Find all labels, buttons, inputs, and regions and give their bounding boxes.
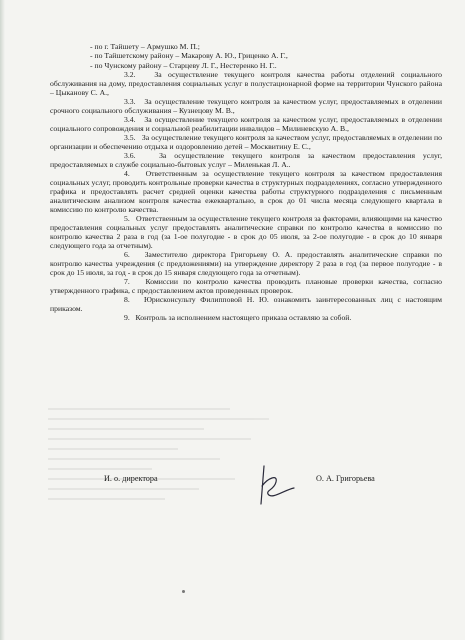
document-body: [50, 42, 442, 322]
paragraph-text: За осуществление текущего контроля за качеством услуг, предоставляемых в отделении социального сопровождения и социальной реабилитации инвалидов – Милиневскую А. В.,: [50, 114, 442, 133]
order-paragraph: [50, 214, 442, 250]
paragraph-number: 8.: [124, 294, 130, 304]
paragraph-text: Ответственным за осуществление текущего контроля за качеством предоставления социальных услуг, проводить контрольные проверки качества в структурных подразделениях, согласно утвержденного графика и предоставлять расчет средней оценки качества работы структурного подразделения с письменным аналитическим анализом контроля качества ежеквартально, в срок до 01 числа месяца следующего квартала в комиссию по контролю качества.: [50, 168, 442, 214]
paragraph-number: 3.3.: [124, 96, 136, 106]
paragraph-text: За осуществление текущего контроля за качеством услуг, предоставляемых в отделении срочного социального обслуживания – Кузнецову М. В.,: [50, 96, 442, 115]
order-paragraph: [50, 151, 442, 169]
order-paragraph: [50, 313, 442, 322]
list-item: - по Тайшетскому району – Макарову А. Ю., Гриценко А. Г.,: [90, 51, 288, 61]
order-paragraphs: [50, 70, 442, 322]
handwritten-signature: [250, 460, 300, 508]
list-item: - по г. Тайшету – Армушко М. П.;: [90, 42, 200, 51]
paragraph-number: 3.6.: [124, 150, 136, 160]
list-item: - по Чунскому району – Старцеву Л. Г., Нестеренко Н. Г..: [90, 60, 277, 70]
paragraph-text: Заместителю директора Григорьеву О. А. предоставлять аналитические справки по контролю качества учреждения (с предложениями) на утверждение директору 2 раза в год (за первое полугодие - в срок до 15 июля, за год - в срок до 15 января следующего года за отчетным).: [50, 249, 442, 277]
paragraph-text: Комиссии по контролю качества проводить плановые проверки качества, согласно утвержденного графика, с предоставлением актов проведенных проверок.: [50, 276, 442, 295]
paragraph-text: Ответственным за осуществление текущего контроля за факторами, влияющими на качество предоставления социальных услуг предоставлять аналитические справки по контролю качества в комиссию по контролю качества 2 раза в год (за 1-ое полугодие - в срок до 05 июля, за 2-ое полугодие - в срок до 10 января следующего года за отчетным).: [50, 213, 442, 250]
order-paragraph: [50, 97, 442, 115]
paragraph-number: 3.5.: [124, 132, 136, 142]
signatory-title: И. о. директора: [104, 474, 158, 483]
paragraph-number: 5.: [124, 213, 130, 223]
signature-block: [0, 472, 465, 512]
paragraph-number: 9.: [124, 312, 130, 322]
paragraph-text: За осуществление текущего контроля качества работы отделений социального обслуживания на дому, предоставления социальных услуг в полустационарной форме на территории Чунского района – Цыканову С. А.,: [50, 69, 443, 97]
paragraph-text: За осуществление текущего контроля за качеством услуг, предоставляемых в отделении по организации и обеспечению отдыха и оздоровлению детей – Москвитину Е. С.,: [50, 132, 442, 151]
order-paragraph: [50, 70, 442, 97]
paragraph-text: Юрисконсульту Филипповой Н. Ю. ознакомить заинтересованных лиц с настоящим приказом.: [50, 294, 442, 313]
paragraph-text: Контроль за исполнением настоящего приказа оставляю за собой.: [135, 312, 352, 322]
paragraph-number: 7.: [124, 276, 130, 286]
order-paragraph: [50, 277, 442, 295]
order-paragraph: [50, 295, 442, 313]
page-edge-shadow: [0, 0, 5, 640]
paragraph-text: За осуществление текущего контроля за качеством предоставления услуг, предоставляемых в службе социально-бытовых услуг – Миленькая Л. А..: [50, 150, 443, 169]
paper-speck: [182, 590, 185, 593]
responsible-list: [50, 42, 442, 70]
paragraph-number: 4.: [124, 168, 130, 178]
order-paragraph: [50, 250, 442, 277]
paragraph-number: 6.: [124, 249, 130, 259]
order-paragraph: [50, 169, 442, 214]
paragraph-number: 3.4.: [124, 114, 136, 124]
order-paragraph: [50, 115, 442, 133]
paragraph-number: 3.2.: [124, 69, 136, 79]
signatory-name: О. А. Григорьева: [316, 474, 375, 483]
order-paragraph: [50, 133, 442, 151]
